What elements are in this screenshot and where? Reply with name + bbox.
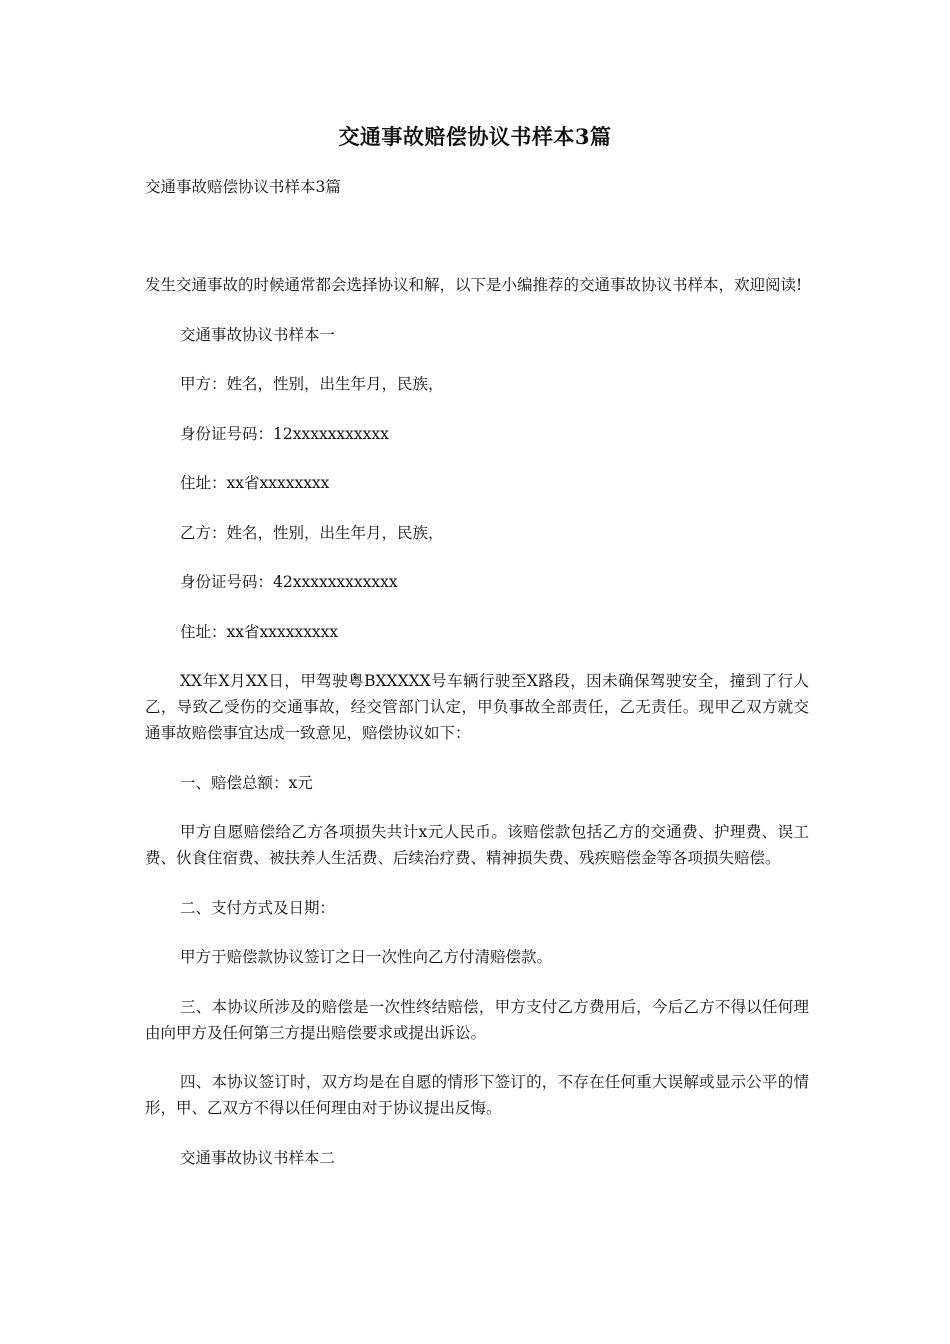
party-b-address: 住址：xx省xxxxxxxxx	[180, 622, 339, 641]
clause-two-body: 甲方于赔偿款协议签订之日一次性向乙方付清赔偿款。	[180, 948, 553, 966]
clause-one-heading: 一、赔偿总额：x元	[180, 773, 313, 792]
party-a-address: 住址：xx省xxxxxxxx	[180, 474, 330, 492]
party-a-id-number: 身份证号码：12xxxxxxxxxxx	[180, 424, 389, 443]
document-body	[145, 272, 809, 1194]
party-b-info: 乙方：姓名，性别，出生年月，民族，	[180, 523, 444, 542]
clause-four: 四、本协议签订时，双方均是在自愿的情形下签订的，不存在任何重大误解或显示公平的情形，甲、乙双方不得以任何理由对于协议提出反悔。	[145, 1073, 809, 1117]
accident-description: XX年X月XX日，甲驾驶粤BXXXXX号车辆行驶至X路段，因未确保驾驶安全，撞到了行人乙，导致乙受伤的交通事故，经交管部门认定，甲负事故全部责任，乙无责任。现甲乙双方就交通事故赔偿事宜达成一致意见，赔偿协议如下：	[145, 672, 809, 742]
intro-paragraph: 发生交通事故的时候通常都会选择协议和解，以下是小编推荐的交通事故协议书样本，欢迎阅读!	[145, 276, 803, 294]
document-subtitle: 交通事故赔偿协议书样本3篇	[145, 178, 341, 196]
party-a-info: 甲方：姓名，性别，出生年月，民族，	[180, 375, 444, 393]
party-b-id-number: 身份证号码：42xxxxxxxxxxxx	[180, 573, 398, 591]
document-title: 交通事故赔偿协议书样本3篇	[338, 124, 612, 149]
clause-two-heading: 二、支付方式及日期：	[180, 898, 336, 917]
section-heading-sample-two: 交通事故协议书样本二	[180, 1148, 336, 1167]
clause-one-body: 甲方自愿赔偿给乙方各项损失共计x元人民币。该赔偿款包括乙方的交通费、护理费、误工费、伙食住宿费、被扶养人生活费、后续治疗费、精神损失费、残疾赔偿金等各项损失赔偿。	[145, 823, 809, 867]
section-heading-sample-one: 交通事故协议书样本一	[180, 325, 336, 344]
clause-three: 三、本协议所涉及的赔偿是一次性终结赔偿，甲方支付乙方费用后，今后乙方不得以任何理由向甲方及任何第三方提出赔偿要求或提出诉讼。	[145, 997, 809, 1042]
